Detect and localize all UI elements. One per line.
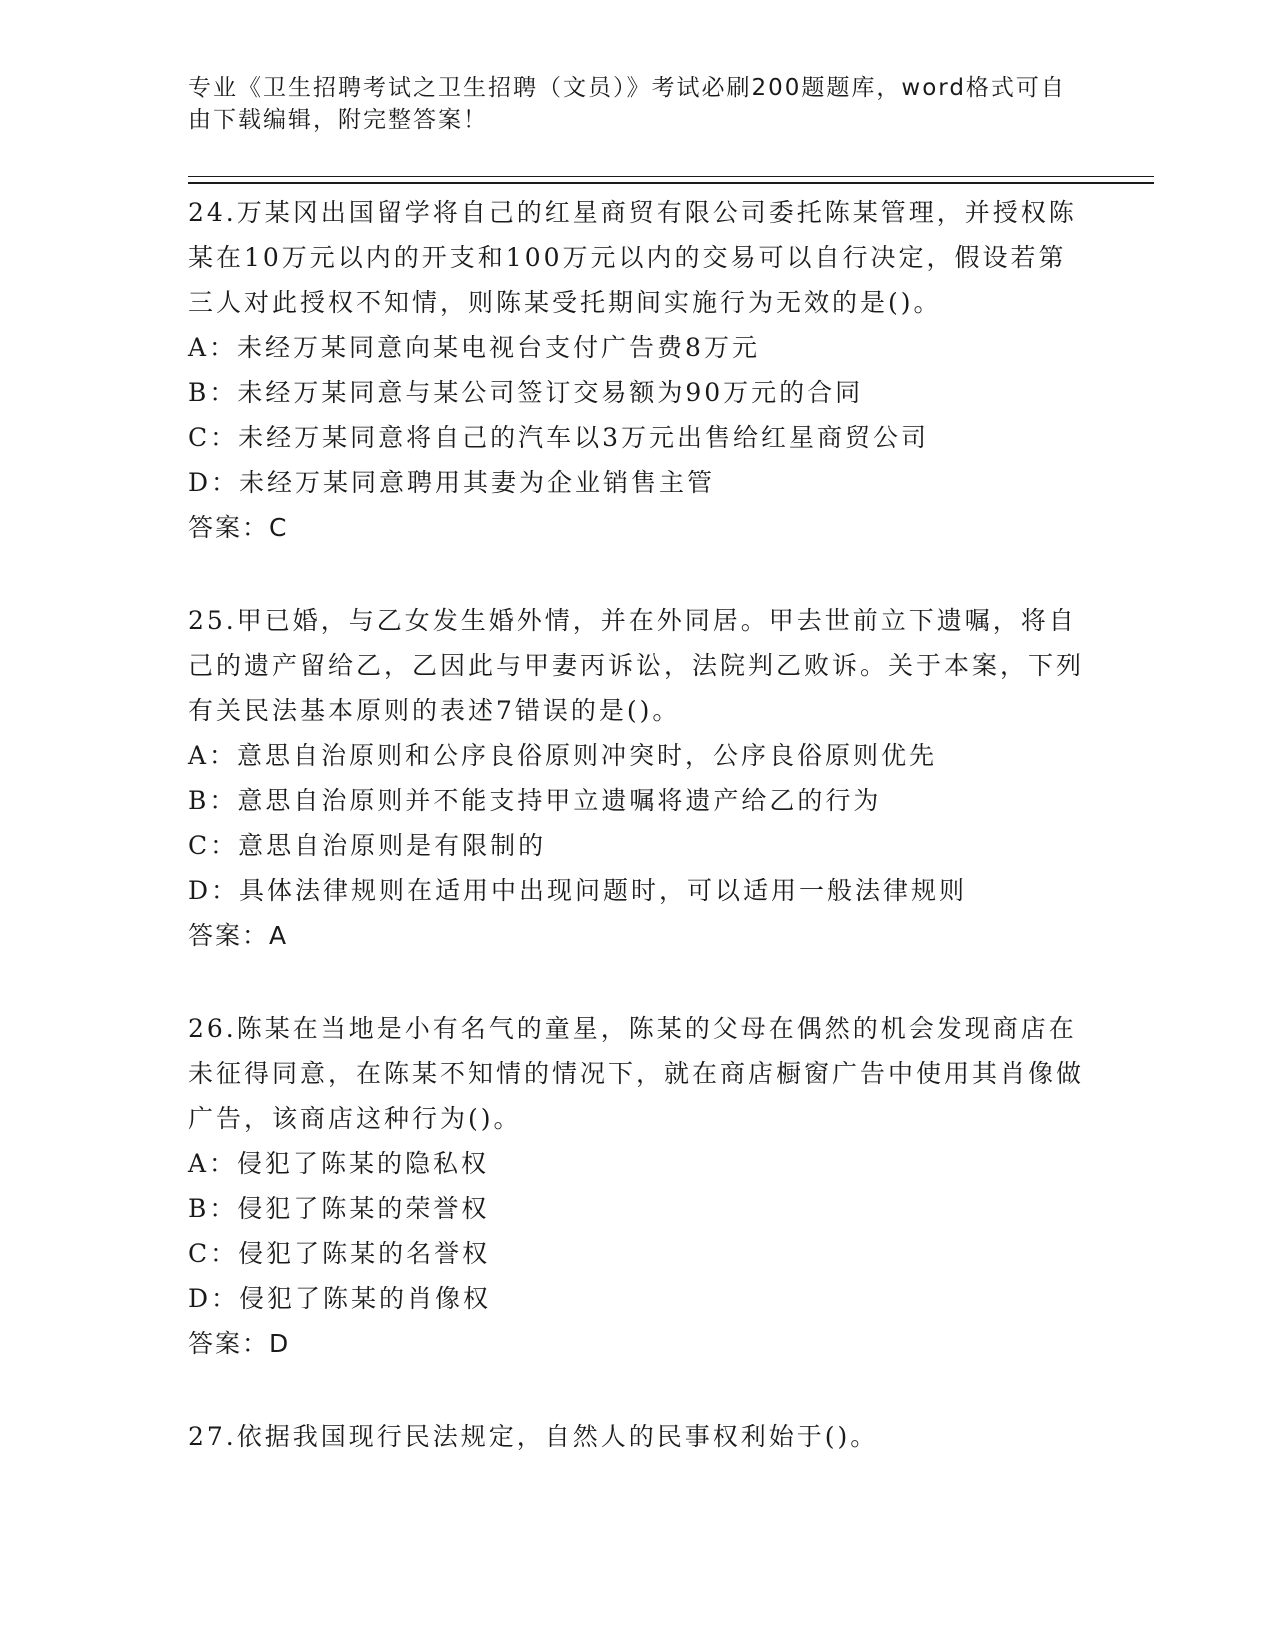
document-header: 专业《卫生招聘考试之卫生招聘（文员）》考试必刷200题题库，word格式可自由下载编辑，附完整答案！ xyxy=(188,75,1066,133)
question-24 xyxy=(188,190,1088,550)
header-divider-thick xyxy=(188,182,1154,184)
question-list xyxy=(188,190,1088,1507)
option-b: B：未经万某同意与某公司签订交易额为90万元的合同 xyxy=(188,378,864,407)
question-stem: 26.陈某在当地是小有名气的童星，陈某的父母在偶然的机会发现商店在未征得同意，在陈某不知情的情况下，就在商店橱窗广告中使用其肖像做广告，该商店这种行为()。 xyxy=(188,1014,1085,1133)
option-d: D：具体法律规则在适用中出现问题时，可以适用一般法律规则 xyxy=(188,876,968,905)
option-list xyxy=(188,325,1088,505)
answer-label: 答案：D xyxy=(188,1329,291,1358)
option-list xyxy=(188,733,1088,913)
question-stem: 25.甲已婚，与乙女发生婚外情，并在外同居。甲去世前立下遗嘱，将自己的遗产留给乙，乙因此与甲妻丙诉讼，法院判乙败诉。关于本案，下列有关民法基本原则的表述7错误的是()。 xyxy=(188,606,1085,725)
option-c: C：意思自治原则是有限制的 xyxy=(188,831,547,860)
option-a: A：未经万某同意向某电视台支付广告费8万元 xyxy=(188,333,760,362)
question-25 xyxy=(188,598,1088,958)
question-27 xyxy=(188,1414,1088,1459)
option-list xyxy=(188,1141,1088,1321)
option-b: B：侵犯了陈某的荣誉权 xyxy=(188,1194,490,1223)
option-c: C：侵犯了陈某的名誉权 xyxy=(188,1239,491,1268)
option-d: D：侵犯了陈某的肖像权 xyxy=(188,1284,492,1313)
question-26 xyxy=(188,1006,1088,1366)
question-stem: 27.依据我国现行民法规定，自然人的民事权利始于()。 xyxy=(188,1422,879,1451)
answer-label: 答案：C xyxy=(188,513,289,542)
option-b: B：意思自治原则并不能支持甲立遗嘱将遗产给乙的行为 xyxy=(188,786,882,815)
header-divider-thin xyxy=(188,176,1154,177)
option-a: A：意思自治原则和公序良俗原则冲突时，公序良俗原则优先 xyxy=(188,741,938,770)
answer-label: 答案：A xyxy=(188,921,289,950)
option-d: D：未经万某同意聘用其妻为企业销售主管 xyxy=(188,468,716,497)
question-stem: 24.万某冈出国留学将自己的红星商贸有限公司委托陈某管理，并授权陈某在10万元以内的开支和100万元以内的交易可以自行决定，假设若第三人对此授权不知情，则陈某受托期间实施行为无效的是()。 xyxy=(188,198,1077,317)
option-c: C：未经万某同意将自己的汽车以3万元出售给红星商贸公司 xyxy=(188,423,930,452)
option-a: A：侵犯了陈某的隐私权 xyxy=(188,1149,490,1178)
